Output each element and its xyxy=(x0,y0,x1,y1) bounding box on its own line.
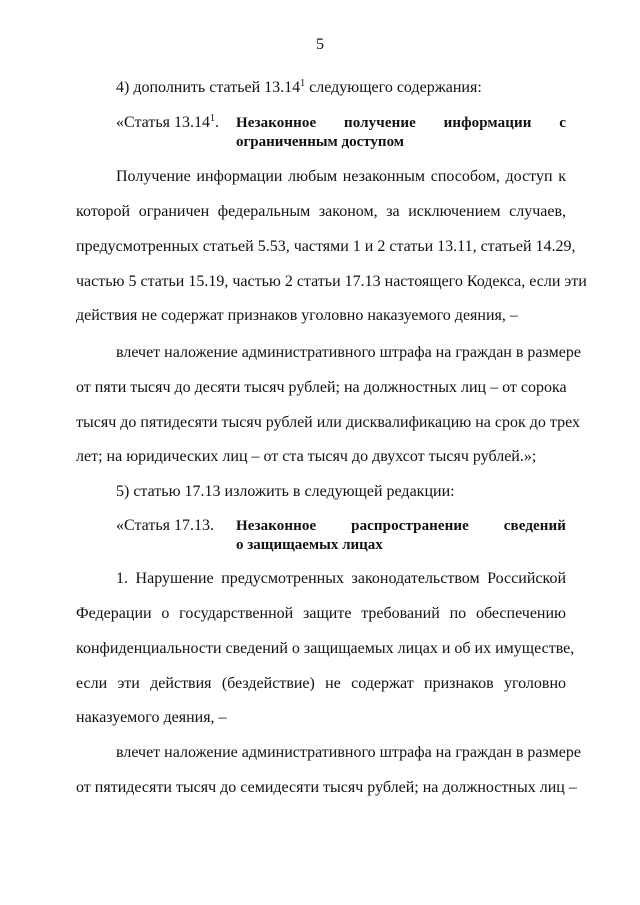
article-17-13-body-line: Федерации о государственной защите требований по обеспечению xyxy=(76,605,566,622)
article-17-13-penalty-line: влечет наложение административного штрафа на граждан в размере xyxy=(116,744,581,761)
article-13-14-penalty-line: влечет наложение административного штрафа на граждан в размере xyxy=(116,344,581,361)
article-17-13-body-line: если эти действия (бездействие) не содержат признаков уголовно xyxy=(76,675,566,692)
article-13-14-label: «Статья 13.14$^1$. xyxy=(116,113,219,131)
article-13-14-penalty-line: лет; на юридических лиц – от ста тысяч до двухсот тысяч рублей.»; xyxy=(76,448,537,465)
item-4: 4) дополнить статьей 13.14$^1$ следующего содержания: xyxy=(116,78,482,96)
item-5: 5) статью 17.13 изложить в следующей редакции: xyxy=(116,483,455,500)
article-13-14-body-line: действия не содержат признаков уголовно наказуемого деяния, – xyxy=(76,307,518,324)
article-13-14-title-line-1: Незаконное получение информации с xyxy=(236,115,566,131)
article-17-13-body-line: наказуемого деяния, – xyxy=(76,709,227,726)
article-13-14-penalty-line: тысяч до пятидесяти тысяч рублей или дисквалификацию на срок до трех xyxy=(76,414,580,431)
page-number: 5 xyxy=(316,36,324,53)
article-13-14-body-line: предусмотренных статьей 5.53, частями 1 и 2 статьи 13.11, статьей 14.29, xyxy=(76,238,576,255)
article-13-14-title-line-2: ограниченным доступом xyxy=(236,134,405,150)
article-17-13-penalty-line: от пятидесяти тысяч до семидесяти тысяч рублей; на должностных лиц – xyxy=(76,779,577,796)
article-13-14-body-line: Получение информации любым незаконным способом, доступ к xyxy=(116,168,566,185)
article-17-13-body-line: 1. Нарушение предусмотренных законодательством Российской xyxy=(116,570,566,587)
article-17-13-title-line-2: о защищаемых лицах xyxy=(236,537,383,553)
article-13-14-body-line: частью 5 статьи 15.19, частью 2 статьи 17.13 настоящего Кодекса, если эти xyxy=(76,273,587,290)
article-17-13-body-line: конфиденциальности сведений о защищаемых лицах и об их имуществе, xyxy=(76,640,575,657)
article-13-14-body-line: которой ограничен федеральным законом, за исключением случаев, xyxy=(76,203,566,220)
article-17-13-title-line-1: Незаконное распространение сведений xyxy=(236,518,566,534)
article-17-13-label: «Статья 17.13. xyxy=(116,517,214,534)
article-13-14-penalty-line: от пяти тысяч до десяти тысяч рублей; на должностных лиц – от сорока xyxy=(76,379,567,396)
